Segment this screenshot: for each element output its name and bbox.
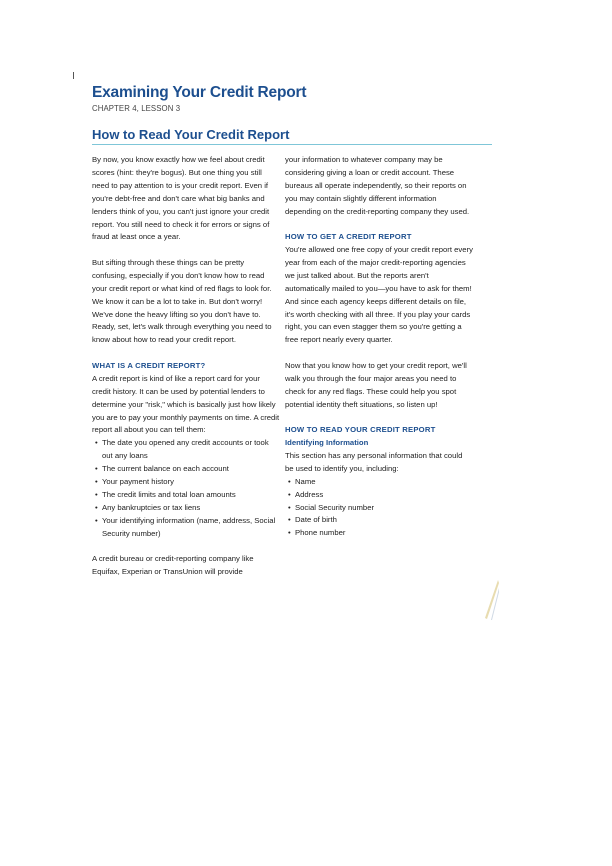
- credit-report-definition: A credit report is kind of like a report card for your credit history. It can be used by potential lenders to determine your "risk," which is basically just how likely you are to pay your monthly payments on time. A credit report all about you can tell them:: [92, 373, 280, 435]
- section-title: How to Read Your Credit Report: [92, 127, 290, 142]
- list-item: • Date of birth: [285, 514, 473, 527]
- page-mark: [73, 72, 74, 79]
- left-column: [92, 154, 280, 592]
- free-copy-paragraph: You're allowed one free copy of your credit report every year from each of the major credit-reporting agencies we just talked about. But the reports aren't automatically mailed to you—you have to ask for them! And since each agency keeps different details on file, it's worth checking with all three. If you play your cards right, you can even stagger them so you're getting a free report nearly every quarter.: [285, 245, 473, 345]
- credit-report-contents-list: [92, 437, 280, 540]
- identifying-information-subheading: Identifying Information: [285, 438, 369, 447]
- decorative-corner-graphic: [480, 580, 500, 622]
- list-item: • Your identifying information (name, address, Social Security number): [92, 515, 280, 541]
- identifying-info-paragraph: This section has any personal information that could be used to identify you, including:: [285, 450, 463, 473]
- chapter-lesson-label: CHAPTER 4, LESSON 3: [92, 104, 181, 113]
- identifying-info-list: [285, 476, 473, 541]
- what-is-credit-report-heading: WHAT IS A CREDIT REPORT?: [92, 360, 206, 370]
- sifting-paragraph: But sifting through these things can be pretty confusing, especially if you don't know how to read your credit report or what kind of red flags to look for. We know it can be a lot to take in. But don't worry! We've done the heavy lifting so you don't have to. Ready, set, let's walk through everything you need to know about how to read your credit report.: [92, 257, 272, 345]
- list-item: • Any bankruptcies or tax liens: [92, 502, 280, 515]
- walkthrough-paragraph: Now that you know how to get your credit report, we'll walk you through the four major areas you need to check for any red flags. These could help you spot potential identity theft situations, so listen up!: [285, 360, 467, 409]
- how-to-read-report-heading: HOW TO READ YOUR CREDIT REPORT: [285, 425, 436, 435]
- right-column: [285, 154, 473, 553]
- how-to-get-report-heading: HOW TO GET A CREDIT REPORT: [285, 232, 412, 242]
- bureau-paragraph-continued: your information to whatever company may be considering giving a loan or credit account. These bureaus all operate independently, so their reports on you may contain slightly different information depending on the credit-reporting company they used.: [285, 155, 470, 216]
- list-item: • The credit limits and total loan amounts: [92, 489, 280, 502]
- list-item: • Your payment history: [92, 476, 280, 489]
- intro-paragraph: By now, you know exactly how we feel about credit scores (hint: they're bogus). But one thing you still need to pay attention to is your credit report. Even if you're debt-free and don't care what big banks and lenders think of you, you can't just ignore your credit report. You still need to check it for errors or signs of fraud at least once a year.: [92, 155, 270, 242]
- list-item: • Social Security number: [285, 502, 473, 515]
- list-item: • Phone number: [285, 527, 473, 540]
- page-title: Examining Your Credit Report: [92, 84, 307, 101]
- section-divider: [92, 144, 492, 145]
- list-item: • The date you opened any credit accounts or took out any loans: [92, 437, 280, 463]
- bureau-paragraph: A credit bureau or credit-reporting company like Equifax, Experian or TransUnion will provide: [92, 554, 254, 577]
- list-item: • Name: [285, 476, 473, 489]
- list-item: • Address: [285, 489, 473, 502]
- list-item: • The current balance on each account: [92, 463, 280, 476]
